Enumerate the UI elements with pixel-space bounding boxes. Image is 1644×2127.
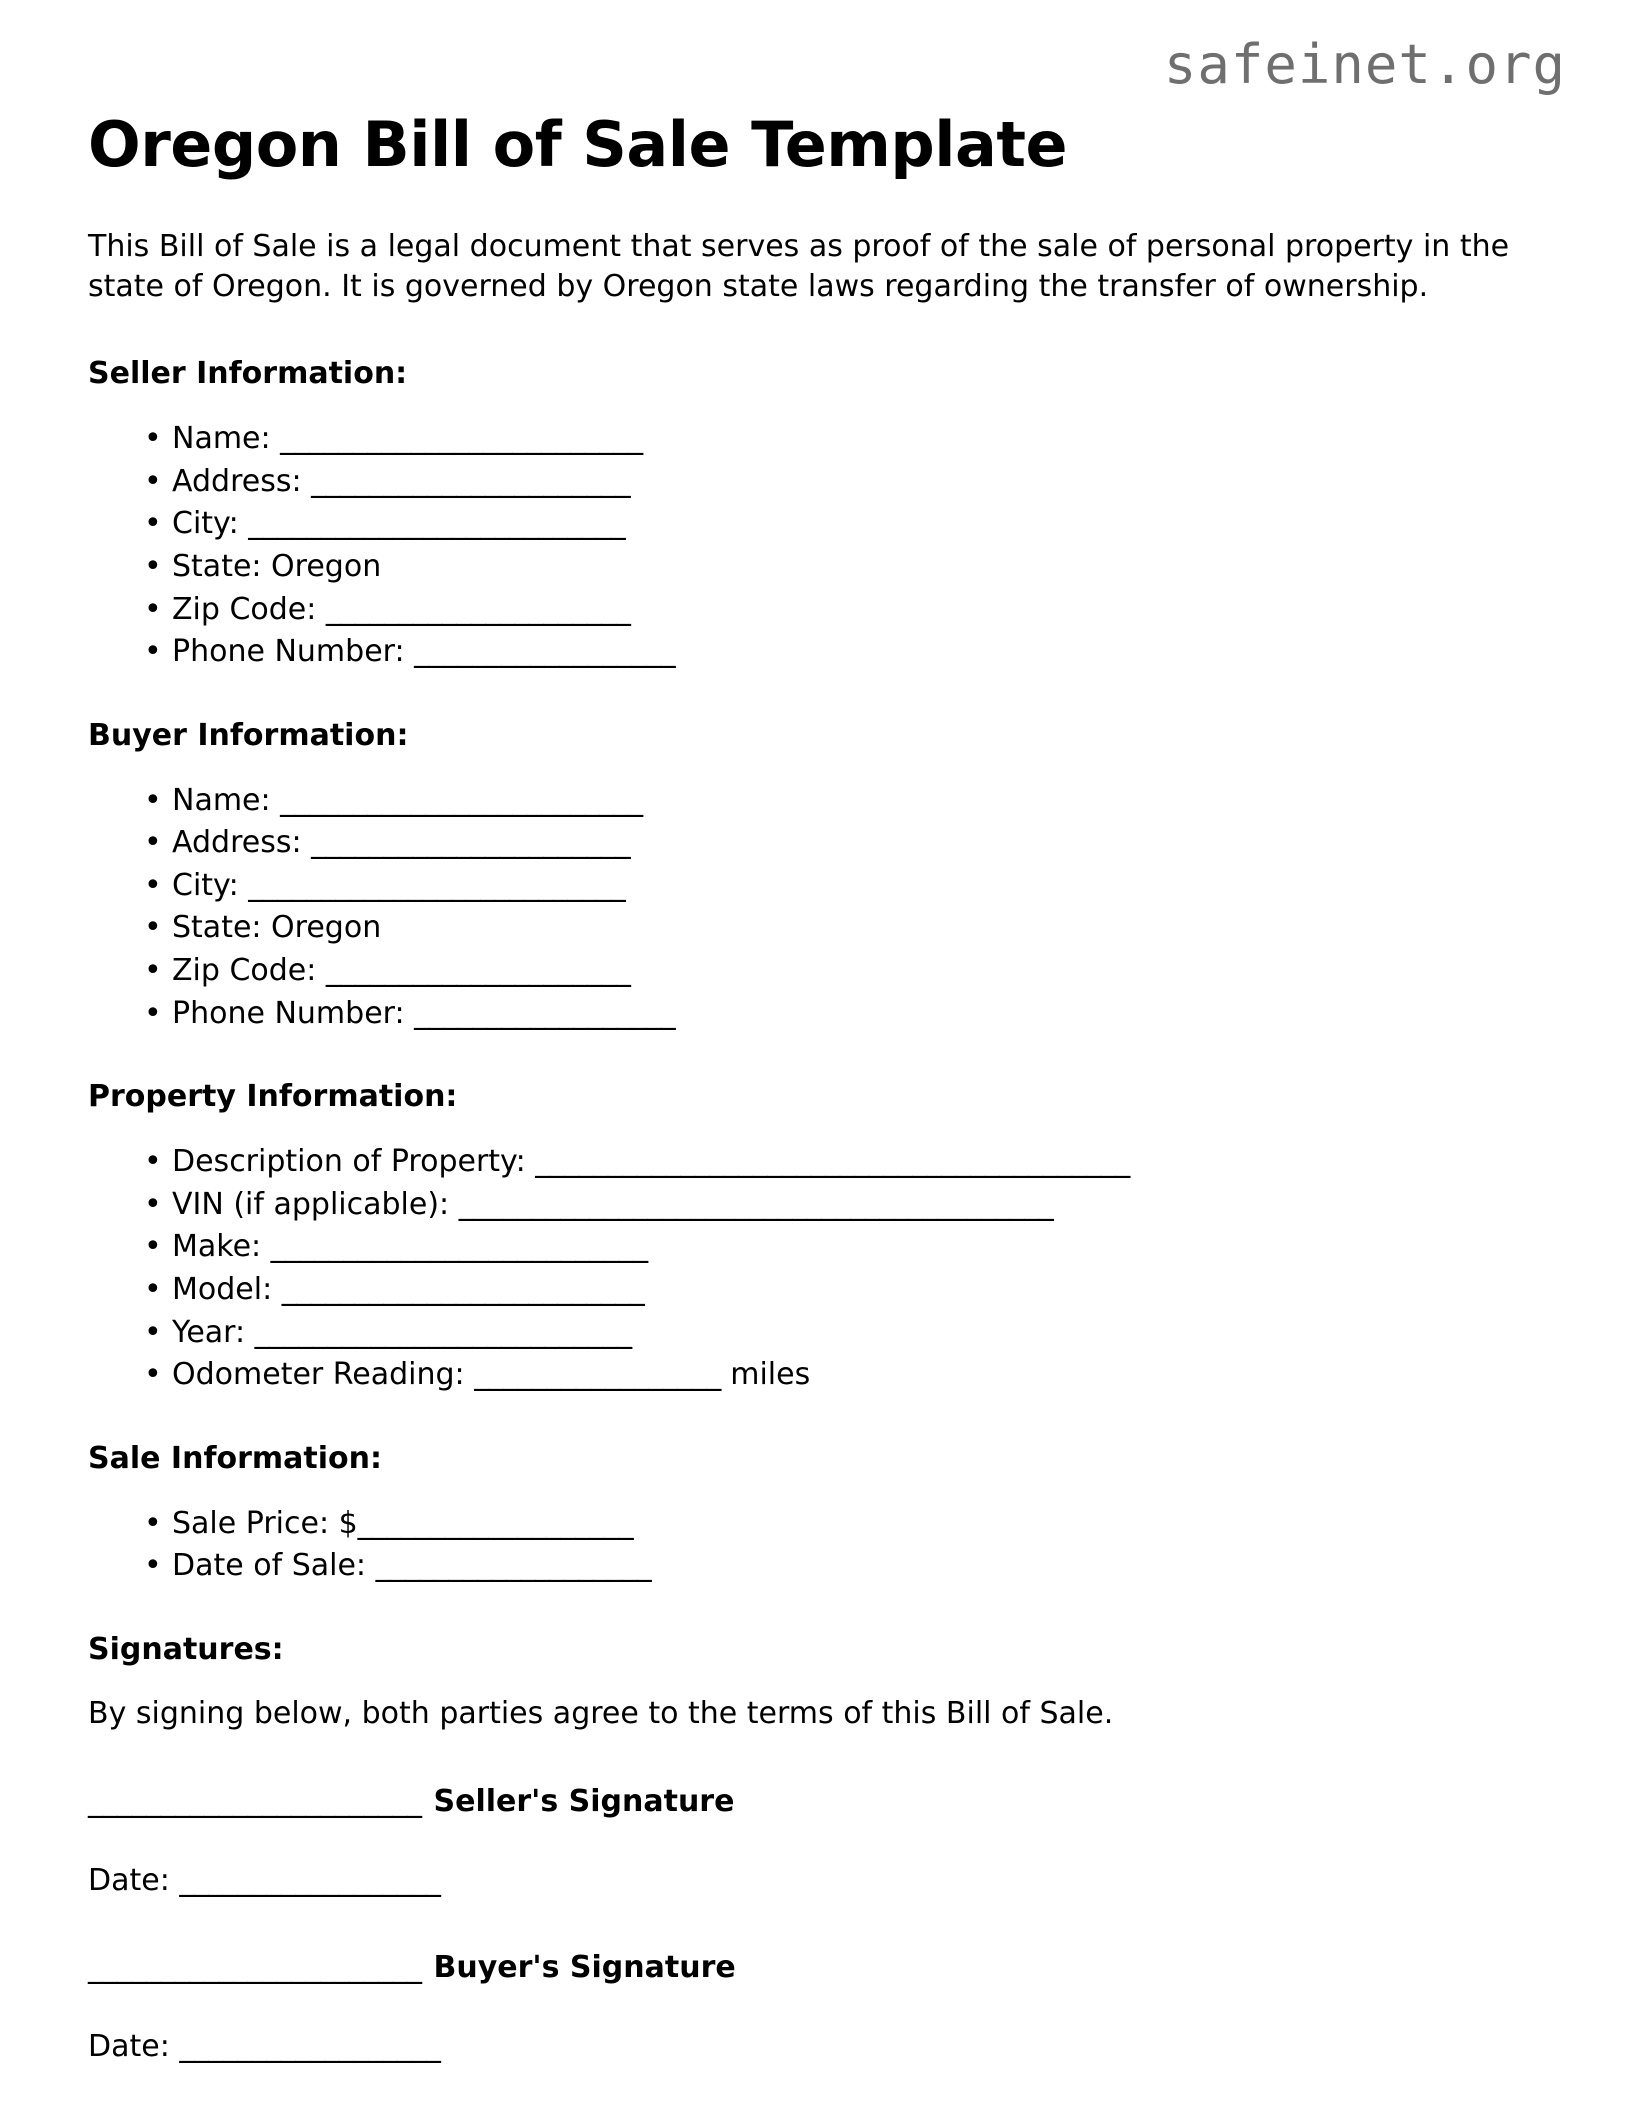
field-label: Description of Property:	[172, 1144, 536, 1180]
seller-signature-row	[88, 1782, 1540, 1821]
list-item	[144, 461, 1540, 504]
signatures-heading: Signatures:	[88, 1632, 284, 1668]
field-blank[interactable]: ___________________	[357, 1505, 634, 1541]
list-item	[144, 418, 1540, 461]
field-blank[interactable]: __________________________	[248, 506, 626, 542]
field-blank[interactable]: _________________________	[280, 421, 643, 457]
field-label: State: Oregon	[172, 548, 382, 584]
list-item	[144, 1354, 1540, 1397]
buyer-signature-blank[interactable]: _______________________	[88, 1949, 422, 1985]
list-item	[144, 1503, 1540, 1546]
list-item	[144, 546, 1540, 589]
field-label: Sale Price: $	[172, 1505, 358, 1541]
field-blank[interactable]: _____________________	[325, 591, 631, 627]
field-label: Odometer Reading:	[172, 1357, 475, 1393]
list-item	[144, 993, 1540, 1036]
buyer-signature-label: Buyer's Signature	[433, 1949, 736, 1985]
field-label: Model:	[172, 1272, 282, 1308]
list-item	[144, 950, 1540, 993]
field-label: Address:	[172, 825, 312, 861]
list-item	[144, 503, 1540, 546]
list-item	[144, 822, 1540, 865]
list-item	[144, 1312, 1540, 1355]
list-item	[144, 1141, 1540, 1184]
list-item	[144, 865, 1540, 908]
field-blank[interactable]: _________________________________________	[458, 1186, 1054, 1222]
field-label: Date of Sale:	[172, 1548, 376, 1584]
list-item	[144, 589, 1540, 632]
field-label: Name:	[172, 421, 281, 457]
buyer-date-label: Date:	[88, 2028, 180, 2064]
buyer-information-heading: Buyer Information:	[88, 717, 409, 753]
seller-date-blank[interactable]: __________________	[179, 1862, 441, 1898]
field-blank[interactable]: _________________________________________	[535, 1144, 1130, 1180]
intro-paragraph: This Bill of Sale is a legal document that serves as proof of the sale of personal property in the state of Oregon. It is governed by Oregon state laws regarding the transfer of ownership.	[88, 228, 1510, 304]
list-item	[144, 1226, 1540, 1269]
field-blank[interactable]: ______________________	[311, 825, 631, 861]
field-blank[interactable]: __________________	[414, 995, 676, 1031]
field-blank[interactable]: _________________________	[281, 1272, 645, 1308]
signature-agreement-text: By signing below, both parties agree to the terms of this Bill of Sale.	[88, 1696, 1114, 1732]
field-label: City:	[172, 506, 249, 542]
field-blank[interactable]: __________________________	[254, 1314, 632, 1350]
field-label: Address:	[172, 463, 312, 499]
field-blank[interactable]: ___________________	[375, 1548, 652, 1584]
sale-information-fields	[88, 1503, 1540, 1588]
seller-signature-label: Seller's Signature	[433, 1783, 735, 1819]
list-item	[144, 1184, 1540, 1227]
field-label: VIN (if applicable):	[172, 1186, 459, 1222]
field-label: Zip Code:	[172, 591, 326, 627]
field-blank[interactable]: ______________________	[311, 463, 631, 499]
field-label: City:	[172, 867, 249, 903]
list-item	[144, 631, 1540, 674]
field-label: Phone Number:	[172, 995, 415, 1031]
seller-date-row	[88, 1861, 1540, 1900]
field-label: Make:	[172, 1229, 271, 1265]
field-blank[interactable]: _________________________	[280, 782, 643, 818]
field-label: Phone Number:	[172, 634, 415, 670]
field-blank[interactable]: __________________________	[270, 1229, 648, 1265]
list-item	[144, 1269, 1540, 1312]
field-label: Name:	[172, 782, 281, 818]
field-label: Year:	[172, 1314, 255, 1350]
seller-information-heading: Seller Information:	[88, 356, 408, 392]
document-body	[88, 108, 1540, 2114]
field-label: Zip Code:	[172, 953, 326, 989]
buyer-signature-row	[88, 1948, 1540, 1987]
buyer-information-fields	[88, 780, 1540, 1036]
buyer-date-row	[88, 2027, 1540, 2066]
page-title: Oregon Bill of Sale Template	[88, 108, 1068, 181]
field-blank[interactable]: __________________	[414, 634, 676, 670]
property-information-heading: Property Information:	[88, 1079, 458, 1115]
list-item	[144, 907, 1540, 950]
field-suffix: miles	[720, 1357, 811, 1393]
site-watermark: safeinet.org	[1163, 33, 1566, 96]
buyer-date-blank[interactable]: __________________	[179, 2028, 441, 2064]
list-item	[144, 780, 1540, 823]
field-blank[interactable]: _____________________	[325, 953, 631, 989]
field-blank[interactable]: _________________	[474, 1357, 721, 1393]
property-information-fields	[88, 1141, 1540, 1397]
seller-date-label: Date:	[88, 1862, 180, 1898]
seller-signature-blank[interactable]: _______________________	[88, 1783, 422, 1819]
seller-information-fields	[88, 418, 1540, 674]
list-item	[144, 1545, 1540, 1588]
sale-information-heading: Sale Information:	[88, 1440, 382, 1476]
field-label: State: Oregon	[172, 910, 382, 946]
field-blank[interactable]: __________________________	[248, 867, 626, 903]
